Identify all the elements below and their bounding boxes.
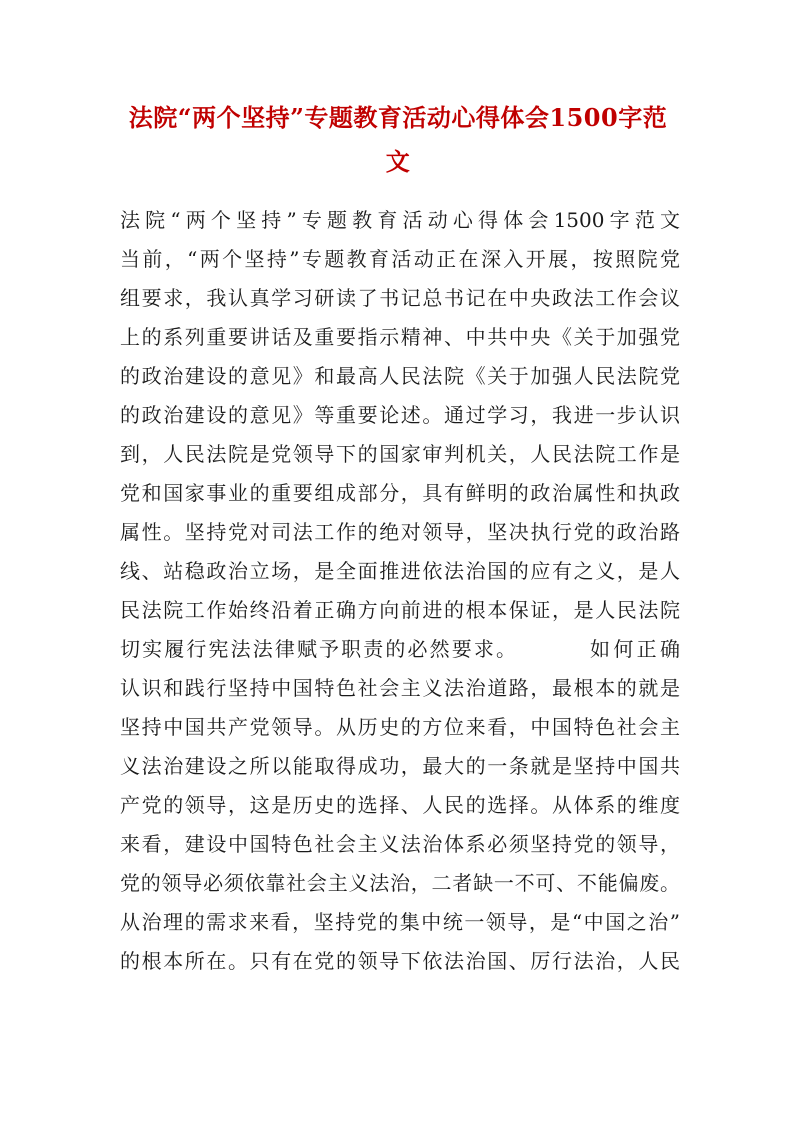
body-line: 到，人民法院是党领导下的国家审判机关，人民法院工作是 [120, 442, 680, 466]
document-body [120, 201, 680, 981]
body-line-split [120, 630, 680, 669]
body-line: 的政治建设的意见》等重要论述。通过学习，我进一步认识 [120, 403, 680, 427]
body-line: 义法治建设之所以能取得成功，最大的一条就是坚持中国共 [120, 754, 680, 778]
body-line: 来看，建设中国特色社会主义法治体系必须坚持党的领导， [120, 832, 680, 856]
body-line: 党和国家事业的重要组成部分，具有鲜明的政治属性和执政 [120, 481, 680, 505]
body-line: 属性。坚持党对司法工作的绝对领导，坚决执行党的政治路 [120, 520, 680, 544]
body-line: 党的领导必须依靠社会主义法治，二者缺一不可、不能偏废。 [120, 871, 680, 895]
body-line: 认识和践行坚持中国特色社会主义法治道路，最根本的就是 [120, 676, 680, 700]
body-line-segment: 如何正确 [590, 637, 680, 661]
body-line: 从治理的需求来看，坚持党的集中统一领导，是“中国之治” [120, 910, 680, 934]
body-line: 当前，“两个坚持”专题教育活动正在深入开展，按照院党 [120, 247, 680, 271]
body-line: 法院“两个坚持”专题教育活动心得体会1500字范文 [120, 208, 680, 232]
body-line: 坚持中国共产党领导。从历史的方位来看，中国特色社会主 [120, 715, 680, 739]
body-line: 的政治建设的意见》和最高人民法院《关于加强人民法院党 [120, 364, 680, 388]
document-title: 法院“两个坚持”专题教育活动心得体会1500字范文 [128, 103, 668, 176]
body-line-segment: 切实履行宪法法律赋予职责的必然要求。 [120, 637, 516, 661]
body-line: 线、站稳政治立场，是全面推进依法治国的应有之义，是人 [120, 559, 680, 583]
body-line: 产党的领导，这是历史的选择、人民的选择。从体系的维度 [120, 793, 680, 817]
body-line: 上的系列重要讲话及重要指示精神、中共中央《关于加强党 [120, 325, 680, 349]
body-line: 民法院工作始终沿着正确方向前进的根本保证，是人民法院 [120, 598, 680, 622]
body-line: 组要求，我认真学习研读了书记总书记在中央政法工作会议 [120, 286, 680, 310]
body-line: 的根本所在。只有在党的领导下依法治国、厉行法治，人民 [120, 949, 680, 973]
